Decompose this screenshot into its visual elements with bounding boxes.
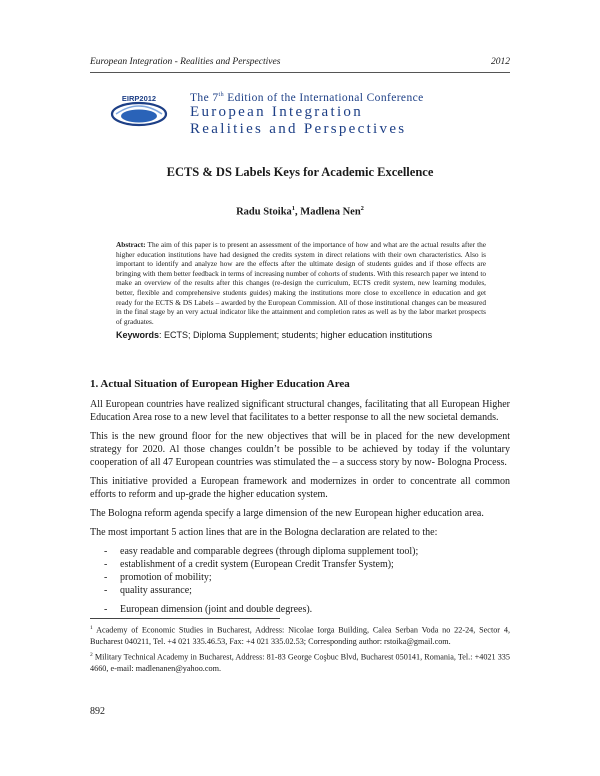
conference-name-line1: European Integration <box>190 104 364 120</box>
paper-title: ECTS & DS Labels Keys for Academic Excellence <box>166 165 434 179</box>
conference-edition: The 7th Edition of the International Conference <box>190 92 424 104</box>
footnotes <box>90 623 510 678</box>
abstract <box>116 240 486 326</box>
list-item: - easy readable and comparable degrees (through diploma supplement tool); <box>90 545 510 558</box>
footnote-1: $^1$ Academy of Economic Studies in Bucharest, Address: Nicolae Iorga Building, Calea Serban Voda no 22-24, Sector 4, Bucharest 040211, Tel. +4 021 335.46.53, Fax: +4 021 335.02.53; Corresponding author: rstoika@gmail.com. <box>90 625 510 646</box>
page-number: 892 <box>90 706 105 717</box>
conference-name-line2: Realities and Perspectives <box>190 121 407 137</box>
paragraph: The most important 5 action lines that are in the Bologna declaration are related to the: <box>90 527 438 538</box>
footnote-rule <box>90 618 280 619</box>
running-head <box>90 57 510 67</box>
paper-authors: Radu Stoika$^1$, Madlena Nen$^2$ <box>236 205 364 218</box>
keywords-text: : ECTS; Diploma Supplement; students; higher education institutions <box>159 330 433 340</box>
keywords <box>116 330 516 340</box>
action-lines-list <box>90 545 510 616</box>
header-rule <box>90 72 510 73</box>
logo-text: EIRP2012 <box>121 94 157 103</box>
conference-logo <box>108 91 170 131</box>
paragraph: This is the new ground floor for the new objectives that will be in placed for the new development strategy for 2020. Al those changes couldn’t be possible to be achieved by today if the voluntary cooperation of all 47 European countries was stimulated the – a success story by now- Bologna Process. <box>90 431 510 468</box>
keywords-label: Keywords <box>116 330 160 340</box>
paragraph: All European countries have realized significant structural changes, facilitating that all European Higher Education Area rose to a new level that facilitates to a better response to all the new societal demands. <box>90 399 510 423</box>
list-item: - establishment of a credit system (European Credit Transfer System); <box>90 558 510 571</box>
abstract-text: The aim of this paper is to present an assessment of the importance of how and what are the actual results after the higher education institutions have had designed the credits system in direct relations with their own characteristics. Also is important to identify and analyze how are the effects after the ultimate design of students guides and if those effects are bringing with them better feedback in terms of increasing number of cohorts of students. With this research paper we intend to make an overview of the results after this changes (re-design the curriculum, ECTS credit system, new learning modules, better, flexible and comprehensive students guides) making the institutions more close to excellence in education and get ready for the ECTS & DS Labels – awarded by the European Commission. All of those institutional changes can be measured in the final stage by an very actual indicator like the attainment and completion rates as well as by the labor market prospects of graduates. <box>116 240 486 326</box>
list-item: - quality assurance; <box>90 584 510 597</box>
section-body <box>90 398 510 616</box>
section-heading: 1. Actual Situation of European Higher Education Area <box>90 378 350 390</box>
paragraph: This initiative provided a European framework and modernizes in order to concentrate all common efforts to reform and up-grade the higher education system. <box>90 476 510 500</box>
author-2: Madlena Nen <box>300 206 361 218</box>
journal-year: 2012 <box>491 57 510 67</box>
list-item: - European dimension (joint and double degrees). <box>90 603 510 616</box>
author-1: Radu Stoika <box>236 206 292 218</box>
abstract-label: Abstract: <box>116 240 146 249</box>
conference-banner <box>190 92 424 137</box>
list-item: - promotion of mobility; <box>90 571 510 584</box>
paragraph: The Bologna reform agenda specify a large dimension of the new European higher education area. <box>90 508 484 519</box>
footnote-2: $^2$ Military Technical Academy in Bucharest, Address: 81-83 George Coşbuc Blvd, Bucharest 050141, Romania, Tel.: +4021 335 4660, e-mail: madlenanen@yahoo.com. <box>90 652 510 673</box>
journal-name: European Integration - Realities and Perspectives <box>90 57 281 67</box>
